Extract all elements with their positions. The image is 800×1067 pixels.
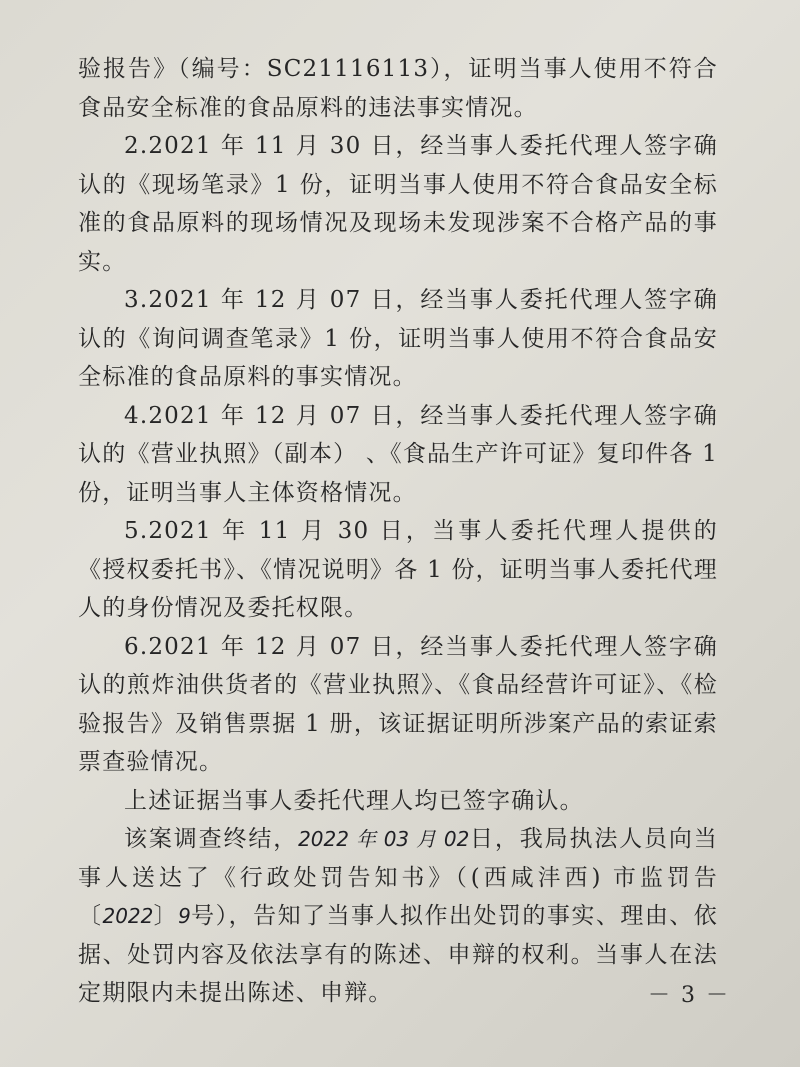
paragraph-evidence-2: 2.2021 年 11 月 30 日，经当事人委托代理人签字确认的《现场笔录》1 份，证明当事人使用不符合食品安全标准的食品原料的现场情况及现场未发现涉案不合格产品的事实。: [78, 133, 718, 275]
paragraph-evidence-4: 4.2021 年 12 月 07 日，经当事人委托代理人签字确认的《营业执照》（副本） 、《食品生产许可证》复印件各 1 份，证明当事人主体资格情况。: [78, 402, 718, 506]
conclusion-text-1: 该案调查终结，: [124, 826, 299, 852]
handwritten-year: 2022: [102, 904, 154, 928]
paragraph-confirmation: 上述证据当事人委托代理人均已签字确认。: [124, 787, 584, 814]
page-number: － 3 －: [648, 983, 730, 1008]
handwritten-date: 2022 年 03 月 02: [298, 827, 470, 851]
paragraph-conclusion: [78, 820, 718, 1013]
document-body: [78, 50, 718, 1013]
paragraph-evidence-3: 3.2021 年 12 月 07 日，经当事人委托代理人签字确认的《询问调查笔录》1 份，证明当事人使用不符合食品安全标准的食品原料的事实情况。: [78, 287, 718, 390]
paragraph-continuation: 验报告》（编号：SC21116113），证明当事人使用不符合食品安全标准的食品原料的违法事实情况。: [78, 56, 718, 121]
paragraph-evidence-5: 5.2021 年 11 月 30 日，当事人委托代理人提供的《授权委托书》、《情况说明》各 1 份，证明当事人委托代理人的身份情况及委托权限。: [78, 518, 718, 621]
handwritten-number: 9: [178, 904, 191, 928]
conclusion-text-3: 〕: [153, 903, 179, 929]
conclusion-text-2: 日，我局执法人员向当事人送达了《行政处罚告知书》（(西咸沣西) 市监罚告〔: [78, 826, 718, 929]
conclusion-text-4: 号），告知了当事人拟作出处罚的事实、理由、依据、处罚内容及依法享有的陈述、申辩的权利。当事人在法定期限内未提出陈述、申辩。: [78, 903, 718, 1006]
paragraph-evidence-6: 6.2021 年 12 月 07 日，经当事人委托代理人签字确认的煎炸油供货者的《营业执照》、《食品经营许可证》、《检验报告》及销售票据 1 册，该证据证明所涉案产品的索证索票查验情况。: [78, 633, 718, 775]
